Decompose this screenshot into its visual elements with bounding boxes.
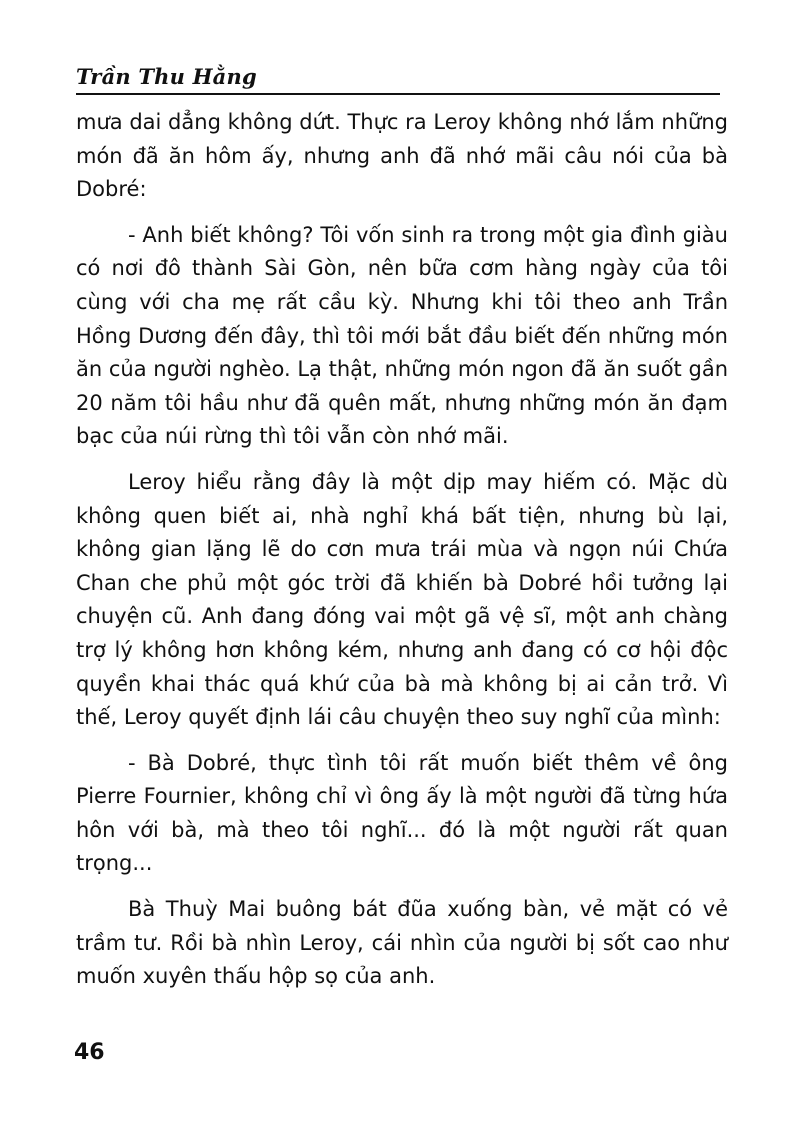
paragraph-1: mưa dai dẳng không dứt. Thực ra Leroy không nhớ lắm những món đã ăn hôm ấy, nhưng anh đã nhớ mãi câu nói của bà Dobré: — [76, 110, 728, 202]
paragraph-4: - Bà Dobré, thực tình tôi rất muốn biết thêm về ông Pierre Fournier, không chỉ vì ông ấy là một người đã từng hứa hôn với bà, mà theo tôi nghĩ... đó là một người rất quan trọng... — [76, 750, 728, 876]
paragraph-2: - Anh biết không? Tôi vốn sinh ra trong một gia đình giàu có nơi đô thành Sài Gòn, nên bữa cơm hàng ngày của tôi cùng với cha mẹ rất cầu kỳ. Nhưng khi tôi theo anh Trần Hồng Dương đến đây, thì tôi mới bắt đầu biết đến những món ăn của người nghèo. Lạ thật, những món ngon đã ăn suốt gần 20 năm tôi hầu như đã quên mất, nhưng những món ăn đạm bạc của núi rừng thì tôi vẫn còn nhớ mãi. — [76, 222, 728, 449]
body-text — [76, 106, 728, 1006]
paragraph-5: Bà Thuỳ Mai buông bát đũa xuống bàn, vẻ mặt có vẻ trầm tư. Rồi bà nhìn Leroy, cái nhìn của người bị sốt cao như muốn xuyên thấu hộp sọ của anh. — [76, 897, 728, 989]
paragraph-3: Leroy hiểu rằng đây là một dịp may hiếm có. Mặc dù không quen biết ai, nhà nghỉ khá bất tiện, nhưng bù lại, không gian lặng lẽ do cơn mưa trái mùa và ngọn núi Chứa Chan che phủ một góc trời đã khiến bà Dobré hồi tưởng lại chuyện cũ. Anh đang đóng vai một gã vệ sĩ, một anh chàng trợ lý không hơn không kém, nhưng anh đang có cơ hội độc quyền khai thác quá khứ của bà mà không bị ai cản trở. Vì thế, Leroy quyết định lái câu chuyện theo suy nghĩ của mình: — [76, 469, 728, 730]
page-number: 46 — [74, 1040, 105, 1065]
header-divider — [76, 93, 720, 95]
running-header-author: Trần Thu Hằng — [76, 64, 257, 89]
